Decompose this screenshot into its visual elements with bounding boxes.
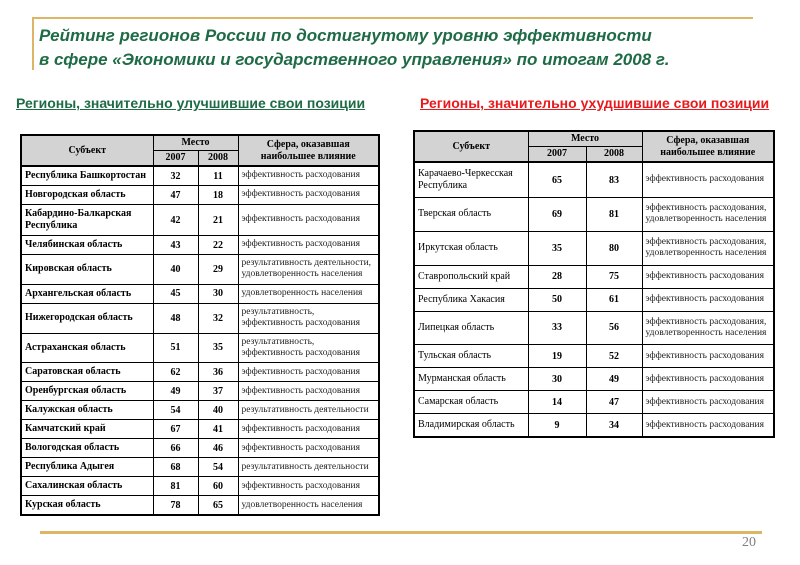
header-row-1 (21, 135, 379, 151)
region-name-cell: Новгородская область (21, 186, 153, 205)
sphere-cell: эффективность расходования (642, 368, 774, 391)
place-2007-cell: 30 (528, 368, 586, 391)
page-number: 20 (742, 535, 756, 550)
place-2007-cell: 66 (153, 439, 198, 458)
place-2008-cell: 21 (198, 205, 238, 236)
place-2008-cell: 29 (198, 255, 238, 285)
region-table-row (21, 382, 379, 401)
column-header-place: Место (153, 135, 238, 151)
sphere-cell: эффективность расходования (238, 363, 379, 382)
place-2008-cell: 32 (198, 303, 238, 333)
region-name-cell: Тульская область (414, 345, 528, 368)
sphere-cell: эффективность расходования (642, 414, 774, 438)
sphere-cell: результативность деятельности (238, 458, 379, 477)
region-table-row (414, 414, 774, 438)
region-name-cell: Саратовская область (21, 363, 153, 382)
sphere-cell: эффективность расходования (238, 166, 379, 186)
place-2008-cell: 61 (586, 288, 642, 311)
region-table-row (21, 363, 379, 382)
footer-accent-line (40, 531, 762, 534)
sphere-cell: удовлетворенность населения (238, 496, 379, 516)
region-table-row (21, 166, 379, 186)
place-2008-cell: 81 (586, 198, 642, 232)
place-2007-cell: 50 (528, 288, 586, 311)
place-2007-cell: 49 (153, 382, 198, 401)
place-2008-cell: 30 (198, 284, 238, 303)
place-2008-cell: 46 (198, 439, 238, 458)
sphere-cell: эффективность расходования (238, 420, 379, 439)
region-table-row (414, 288, 774, 311)
place-2007-cell: 62 (153, 363, 198, 382)
sphere-cell: эффективность расходования (642, 265, 774, 288)
place-2008-cell: 40 (198, 401, 238, 420)
improved-regions-heading: Регионы, значительно улучшившие свои позиции (16, 95, 366, 111)
region-table-row (21, 284, 379, 303)
column-header-2007: 2007 (528, 147, 586, 163)
region-table-row (21, 477, 379, 496)
region-name-cell: Калужская область (21, 401, 153, 420)
region-name-cell: Тверская область (414, 198, 528, 232)
region-table-row (21, 255, 379, 285)
sphere-cell: эффективность расходования, удовлетворенность населения (642, 311, 774, 345)
sphere-cell: эффективность расходования, удовлетворенность населения (642, 198, 774, 232)
improved-table-header (21, 135, 379, 166)
region-name-cell: Сахалинская область (21, 477, 153, 496)
column-header-sphere: Сфера, оказавшая наибольшее влияние (238, 135, 379, 166)
region-table-row (21, 205, 379, 236)
place-2007-cell: 69 (528, 198, 586, 232)
place-2007-cell: 54 (153, 401, 198, 420)
region-name-cell: Республика Хакасия (414, 288, 528, 311)
region-name-cell: Архангельская область (21, 284, 153, 303)
region-name-cell: Кабардино-Балкарская Республика (21, 205, 153, 236)
place-2007-cell: 43 (153, 236, 198, 255)
sphere-cell: эффективность расходования (642, 162, 774, 198)
region-name-cell: Владимирская область (414, 414, 528, 438)
place-2007-cell: 40 (153, 255, 198, 285)
place-2007-cell: 9 (528, 414, 586, 438)
region-table-row (414, 231, 774, 265)
improved-table-body (21, 166, 379, 515)
sphere-cell: удовлетворенность населения (238, 284, 379, 303)
worsened-table-body (414, 162, 774, 437)
place-2007-cell: 65 (528, 162, 586, 198)
title-accent-line-top (32, 17, 753, 19)
sphere-cell: эффективность расходования (238, 382, 379, 401)
region-name-cell: Карачаево-Черкесская Республика (414, 162, 528, 198)
sphere-cell: эффективность расходования (642, 288, 774, 311)
place-2008-cell: 83 (586, 162, 642, 198)
place-2008-cell: 60 (198, 477, 238, 496)
place-2008-cell: 18 (198, 186, 238, 205)
place-2007-cell: 81 (153, 477, 198, 496)
place-2007-cell: 45 (153, 284, 198, 303)
worsened-regions-table (413, 130, 775, 438)
sphere-cell: эффективность расходования, удовлетворенность населения (642, 231, 774, 265)
place-2008-cell: 11 (198, 166, 238, 186)
place-2007-cell: 47 (153, 186, 198, 205)
region-name-cell: Камчатский край (21, 420, 153, 439)
region-table-row (21, 496, 379, 516)
region-table-row (414, 368, 774, 391)
sphere-cell: результативность, эффективность расходования (238, 303, 379, 333)
sphere-cell: эффективность расходования (238, 205, 379, 236)
place-2008-cell: 22 (198, 236, 238, 255)
sphere-cell: результативность деятельности (238, 401, 379, 420)
region-name-cell: Оренбургская область (21, 382, 153, 401)
place-2008-cell: 41 (198, 420, 238, 439)
column-header-2008: 2008 (198, 151, 238, 167)
region-name-cell: Ставропольский край (414, 265, 528, 288)
region-name-cell: Мурманская область (414, 368, 528, 391)
place-2007-cell: 32 (153, 166, 198, 186)
place-2008-cell: 37 (198, 382, 238, 401)
region-name-cell: Вологодская область (21, 439, 153, 458)
sphere-cell: эффективность расходования (238, 236, 379, 255)
sphere-cell: результативность деятельности, удовлетворенность населения (238, 255, 379, 285)
place-2007-cell: 42 (153, 205, 198, 236)
region-name-cell: Астраханская область (21, 333, 153, 363)
sphere-cell: результативность, эффективность расходования (238, 333, 379, 363)
sphere-cell: эффективность расходования (238, 186, 379, 205)
place-2007-cell: 14 (528, 391, 586, 414)
region-name-cell: Курская область (21, 496, 153, 516)
place-2008-cell: 56 (586, 311, 642, 345)
worsened-table-header (414, 131, 774, 162)
region-name-cell: Республика Адыгея (21, 458, 153, 477)
region-table-row (21, 458, 379, 477)
region-table-row (21, 333, 379, 363)
sphere-cell: эффективность расходования (642, 345, 774, 368)
sphere-cell: эффективность расходования (238, 439, 379, 458)
region-table-row (414, 198, 774, 232)
header-row-1 (414, 131, 774, 147)
place-2008-cell: 47 (586, 391, 642, 414)
region-table-row (21, 186, 379, 205)
region-table-row (414, 311, 774, 345)
place-2008-cell: 49 (586, 368, 642, 391)
worsened-regions-heading: Регионы, значительно ухудшившие свои позиции (420, 95, 770, 111)
place-2008-cell: 80 (586, 231, 642, 265)
place-2008-cell: 54 (198, 458, 238, 477)
region-table-row (414, 162, 774, 198)
region-table-row (414, 391, 774, 414)
region-table-row (414, 345, 774, 368)
region-table-row (21, 439, 379, 458)
place-2007-cell: 48 (153, 303, 198, 333)
column-header-2008: 2008 (586, 147, 642, 163)
column-header-subject: Субъект (21, 135, 153, 166)
place-2007-cell: 35 (528, 231, 586, 265)
slide-title (39, 24, 669, 72)
column-header-2007: 2007 (153, 151, 198, 167)
place-2007-cell: 28 (528, 265, 586, 288)
region-name-cell: Кировская область (21, 255, 153, 285)
place-2007-cell: 33 (528, 311, 586, 345)
place-2007-cell: 19 (528, 345, 586, 368)
region-name-cell: Иркутская область (414, 231, 528, 265)
place-2008-cell: 35 (198, 333, 238, 363)
place-2008-cell: 75 (586, 265, 642, 288)
place-2008-cell: 65 (198, 496, 238, 516)
region-name-cell: Самарская область (414, 391, 528, 414)
slide-title-line2: в сфере «Экономики и государственного управления» по итогам 2008 г. (39, 50, 670, 70)
sphere-cell: эффективность расходования (238, 477, 379, 496)
place-2008-cell: 36 (198, 363, 238, 382)
sphere-cell: эффективность расходования (642, 391, 774, 414)
title-accent-line-left (32, 17, 34, 70)
region-name-cell: Республика Башкортостан (21, 166, 153, 186)
place-2007-cell: 51 (153, 333, 198, 363)
place-2008-cell: 34 (586, 414, 642, 438)
place-2007-cell: 67 (153, 420, 198, 439)
region-name-cell: Липецкая область (414, 311, 528, 345)
place-2008-cell: 52 (586, 345, 642, 368)
region-table-row (21, 401, 379, 420)
slide-title-line1: Рейтинг регионов России по достигнутому уровню эффективности (39, 26, 652, 45)
place-2007-cell: 78 (153, 496, 198, 516)
column-header-subject: Субъект (414, 131, 528, 162)
column-header-place: Место (528, 131, 642, 147)
region-table-row (21, 420, 379, 439)
region-table-row (21, 236, 379, 255)
region-table-row (414, 265, 774, 288)
improved-regions-table (20, 134, 380, 516)
region-name-cell: Нижегородская область (21, 303, 153, 333)
region-name-cell: Челябинская область (21, 236, 153, 255)
place-2007-cell: 68 (153, 458, 198, 477)
column-header-sphere: Сфера, оказавшая наибольшее влияние (642, 131, 774, 162)
region-table-row (21, 303, 379, 333)
